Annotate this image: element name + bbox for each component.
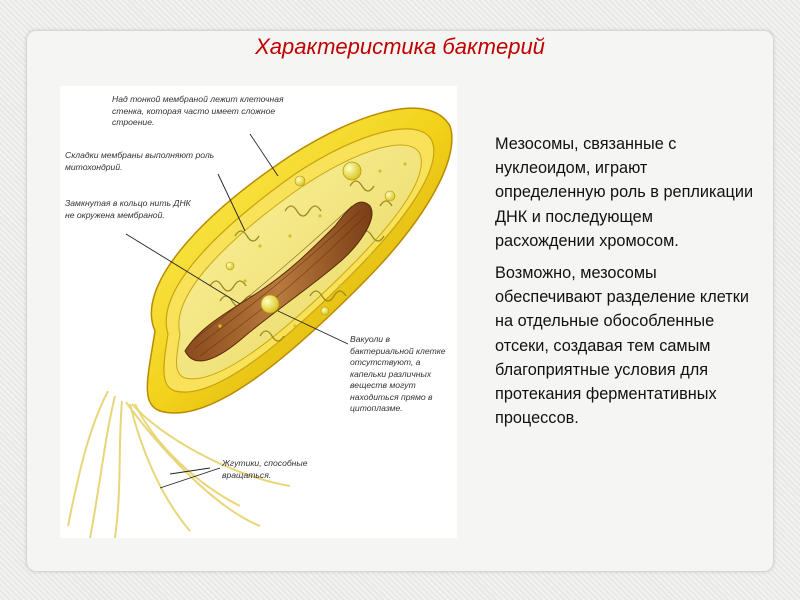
- annotation-membrane-folds: Складки мембраны выполняют роль митохондрий.: [65, 150, 215, 172]
- annotation-flagella: Жгутики, способные вращаться.: [222, 458, 308, 480]
- body-text: [495, 132, 757, 438]
- paragraph-mesosomes-compartments: Возможно, мезосомы обеспечивают разделение клетки на отдельные обособленные отсеки, создавая тем самым благоприятные условия для протекания ферментативных процессов.: [495, 264, 749, 428]
- bacterium-illustration: [60, 86, 457, 538]
- slide-title: Характеристика бактерий: [255, 34, 545, 59]
- annotation-cell-wall: Над тонкой мембраной лежит клеточная стенка, которая часто имеет сложное строение.: [112, 94, 284, 127]
- annotation-dna: Замкнутая в кольцо нить ДНК не окружена мембраной.: [65, 198, 191, 220]
- annotation-vacuoles: Вакуоли в бактериальной клетке отсутствуют, а капельки различных веществ могут находиться прямо в цитоплазме.: [350, 334, 446, 413]
- paragraph-mesosomes-replication: Мезосомы, связанные с нуклеоидом, играют определенную роль в репликации ДНК и последующем расхождении хромосом.: [495, 135, 754, 250]
